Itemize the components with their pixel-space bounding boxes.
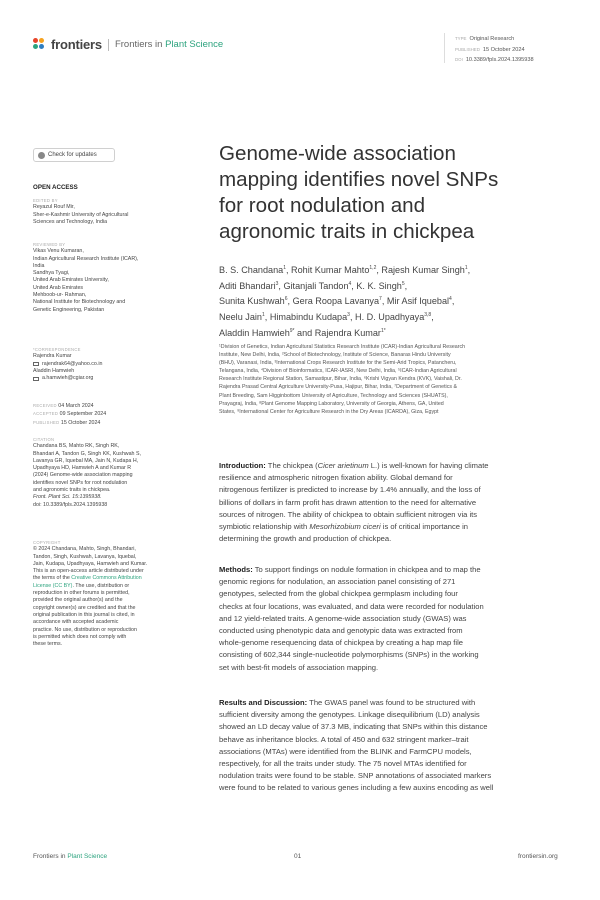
abstract-line: Results and Discussion: The GWAS panel was found to be structured with [219,698,476,707]
abstract-line: conducted using phenotypic data and genotypic data was extracted from [219,626,463,636]
title-line: Genome-wide association [219,142,456,165]
footer-journal: Frontiers in Plant Science [33,853,108,860]
copyright-line: provided the original author(s) and the [33,597,123,604]
edited-by: EDITED BY Reyazul Rouf Mir, Sher-e-Kashmir University of Agricultural Sciences and Technology, India [33,197,181,226]
open-access-label: OPEN ACCESS [33,184,78,191]
copyright-line: original publication in this journal is cited, in [33,611,135,618]
brand-name[interactable]: frontiers [51,37,102,52]
email-icon [33,377,39,381]
citation-line: and agronomic traits in chickpea. [33,487,111,494]
abstract-introduction [219,460,564,545]
affiliation-line: States, ⁹International Center for Agriculture Research in the Dry Areas (ICARDA), Giza, Egypt [219,408,439,415]
correspondence: *CORRESPONDENCE Rajendra Kumar rajendrak64@yahoo.co.in Aladdin Hamwieh a.hamwieh@cgiar.org [33,347,103,382]
author-line: Aladdin Hamwieh$^{9*}$ and Rajendra Kumar$^{1*}$ [219,327,386,338]
copyright-line: Jain, Kudapa, Upadhyaya, Hamwieh and Kumar. [33,560,148,567]
title-line: for root nodulation and [219,194,426,217]
affiliation-line: ¹Division of Genetics, Indian Agricultural Statistics Research Institute (ICAR)-Indian Agricultural Research [219,344,466,350]
abstract-line: whole-genome resequencing data of chickpea by creating a hap map file [219,638,463,648]
reviewer-line: National Institute for Biotechnology and [33,299,126,306]
email-link[interactable]: rajendrak64@yahoo.co.in [42,360,103,367]
affiliation-line: (BHU), Varanasi, India, ³International Crops Research Institute for the Semi-Arid Tropics, Patancheru, [219,360,457,367]
citation-line: Chandana BS, Mahto RK, Singh RK, [33,443,120,450]
check-updates-button[interactable]: Check for updates [33,148,115,162]
journal-name[interactable]: Frontiers in Plant Science [114,39,224,50]
affiliations [219,343,564,416]
reviewer-line: Genetic Engineering, Pakistan [33,306,105,313]
affiliation-line: Rajendra Prasad Central Agriculture University-Pusa, Hajipur, Bihar, India, ⁷Department of Genetics & [219,384,458,391]
author-line: Aditi Bhandari$^3$, Gitanjali Tandon$^4$, K. K. Singh$^5$, [219,280,408,291]
affiliation-line: Institute, New Delhi, India, ²School of Biotechnology, Institute of Science, Banaras Hindu University [219,352,451,359]
header-divider [108,39,109,51]
copyright-line: copyright owner(s) are credited and that the [33,604,136,611]
author-line: Sunita Kushwah$^6$, Gera Roopa Lavanya$^7$, Mir Asif Iquebal$^4$, [219,296,455,307]
reviewer-line: Sandhya Tyagi, [33,270,70,277]
abstract-line: resilience and atmospheric nitrogen fixation ability. Global demand for [219,473,453,483]
license-link-2[interactable]: License (CC BY) [33,582,73,589]
reviewer-line: Vikas Venu Kumaran, [33,248,84,255]
reviewer-line: United Arab Emirates University, [33,277,109,284]
editor-line: Sher-e-Kashmir University of Agricultural [33,211,129,218]
abstract-results [219,697,564,795]
abstract-methods [219,564,564,674]
editor-line: Reyazul Rouf Mir, [33,204,75,211]
author-list [219,262,564,341]
page-number: 01 [294,853,302,860]
license-link[interactable]: Creative Commons Attribution [71,575,142,582]
reviewed-by: REVIEWED BY Vikas Venu Kumaran, Indian Agricultural Research Institute (ICAR), India Sandhya Tyagi, United Arab Emirates University, United Arab Emirates Mehboob-ur- Rahman, National Institute for Biotechnology and Genetic Engineering, Pakistan [33,241,181,314]
citation-line: identifies novel SNPs for root nodulation [33,479,128,486]
footer-site-link[interactable]: frontiersin.org [518,853,558,860]
refresh-icon [38,152,45,159]
abstract-line: associations (MTAs) were identified from the BLINK and FarmCPU models, [219,746,472,756]
citation-line: (2024) Genome-wide association mapping [33,472,133,479]
author-line: Neelu Jain$^1$, Himabindu Kudapa$^3$, H. D. Upadhyaya$^{3,8}$, [219,312,434,323]
copyright: COPYRIGHT © 2024 Chandana, Mahto, Singh, Bhandari, Tandon, Singh, Kushwah, Lavanya, Iquebal, Jain, Kudapa, Upadhyaya, Hamwieh and Kumar. This is an open-access article distributed under the terms of the Creative Commons Attribution License (CC BY). The use, distribution or reproduction in other forums is permitted, provided the original author(s) and the copyright owner(s) are credited and that the original publication in this journal is cited, in accordance with accepted academic practice. No use, distribution or reproduction is permitted which does not comply with these terms. [33,539,181,648]
date-row: RECEIVED 04 March 2024 [33,403,94,409]
date-row: ACCEPTED 09 September 2024 [33,411,107,418]
copyright-line: practice. No use, distribution or reproduction [33,626,137,633]
reviewer-line: Mehboob-ur- Rahman, [33,292,87,299]
abstract-line: genotypes, selected from the global chickpea germplasm including four [219,589,458,599]
date-row: PUBLISHED 15 October 2024 [33,419,101,426]
abstract-line: consisting of 602,344 single-nucleotide polymorphisms (SNPs) in the working [219,650,479,660]
title-line: mapping identifies novel SNPs [219,168,499,191]
abstract-line: were found to be related to various genes including a few auxins encoding as well [219,783,494,793]
copyright-line: Tandon, Singh, Kushwah, Lavanya, Iquebal, [33,553,137,560]
abstract-line: set with best-fit models of association mapping. [219,662,379,672]
meta-divider [444,33,445,63]
reviewer-line: Indian Agricultural Research Institute (ICAR), [33,255,139,262]
dates [33,402,181,427]
affiliation-line: Prayagraj, India, ⁸Plant Genome Mapping Laboratory, University of Georgia, Athens, GA, United [219,400,444,407]
abstract-line: Introduction: The chickpea (Cicer arietinum L.) is well-known for having climate [219,461,489,470]
citation-line: Lavanya GR, Iquebal MA, Jain N, Kudapa H, [33,457,139,464]
copyright-line: accordance with accepted academic [33,619,119,626]
frontiers-logo-icon [33,38,47,52]
author-line: B. S. Chandana$^1$, Rohit Kumar Mahto$^{1,2}$, Rajesh Kumar Singh$^1$, [219,265,471,276]
copyright-line: This is an open-access article distributed under [33,568,144,575]
citation-line: Bhandari A, Tandon G, Singh KK, Kushwah S, [33,450,141,457]
affiliation-line: Research Institute Regional Station, Samastipur, Bihar, India, ⁶Krishi Vigyan Kendra (KVK), Vaishali, Dr. [219,376,462,383]
copyright-line: is permitted which does not comply with [33,633,127,640]
abstract-line: billions of dollars in farm profit has drawn attention to the need for alternative [219,497,477,507]
title-line: agronomic traits in chickpea [219,220,475,243]
abstract-line: sources of nitrogen. The ability of chickpea to obtain sufficient nitrogen via its [219,509,478,519]
affiliation-line: Telangana, India, ⁴Division of Bioinformatics, ICAR-IASRI, New Delhi, India, ⁵ICAR-Indian Agricultural [219,368,457,375]
abstract-line: behave as inheritance blocks. A total of 450 and 632 stringent marker–trait [219,734,469,744]
editor-line: Sciences and Technology, India [33,218,108,225]
journal-header [33,37,223,52]
abstract-line: Methods: To support findings on nodule formation in chickpea and to map the [219,565,481,574]
abstract-line: determining the growth and production of chickpea. [219,534,392,544]
citation-line: Upadhyaya HD, Hamwieh A and Kumar R [33,465,132,472]
reviewer-line: United Arab Emirates [33,284,84,291]
copyright-line: these terms. [33,641,63,648]
abstract-line: genomic regions for nodulation, an association panel consisting of 271 [219,577,456,587]
citation: CITATION Chandana BS, Mahto RK, Singh RK, Bhandari A, Tandon G, Singh KK, Kushwah S, Lavanya GR, Iquebal MA, Jain N, Kudapa H, Upadhyaya HD, Hamwieh A and Kumar R (2024) Genome-wide association mapping identifies novel SNPs for root nodulation and agronomic traits in chickpea. Front. Plant Sci. 15:1395938. doi: 10.3389/fpls.2024.1395938 [33,436,181,509]
affiliation-line: Plant Breeding, Sam Higginbottom University of Agriculture, Technology and Sciences (SHUATS), [219,392,448,399]
doi-link[interactable]: 10.3389/fpls.2024.1395938 [465,57,534,63]
abstract-line: and 12 yield-related traits. A genome-wide association study (GWAS) was [219,613,467,623]
email-icon [33,362,39,366]
reviewer-line: India [33,262,45,269]
article-title [219,141,554,245]
copyright-line: reproduction in other forums is permitted, [33,590,130,597]
abstract-line: nodulation traits were found to be stable. SNP annotations of associated markers [219,771,492,781]
email-link[interactable]: a.hamwieh@cgiar.org [42,375,94,382]
abstract-line: checks at four locations, was evaluated, and data were recorded for nodulation [219,601,484,611]
abstract-line: symbiotic relationship with Mesorhizobium ciceri is of critical importance in [219,522,469,532]
abstract-line: respectively, for all the traits under study. The 75 novel MTAs identified for [219,759,467,769]
abstract-line: nitrogenous fertilizer is predicted to increase by 1.4% annually, and the loss of [219,485,481,495]
abstract-line: sufficient diversity among the genotypes. Linkage disequilibrium (LD) analysis [219,710,480,720]
copyright-line: © 2024 Chandana, Mahto, Singh, Bhandari, [33,546,136,553]
article-meta: TYPE Original Research PUBLISHED 15 October 2024 DOI 10.3389/fpls.2024.1395938 [455,36,534,63]
abstract-line: showed an LD decay value of 37.3 MB, indicating that SNPs within this distance [219,722,488,732]
